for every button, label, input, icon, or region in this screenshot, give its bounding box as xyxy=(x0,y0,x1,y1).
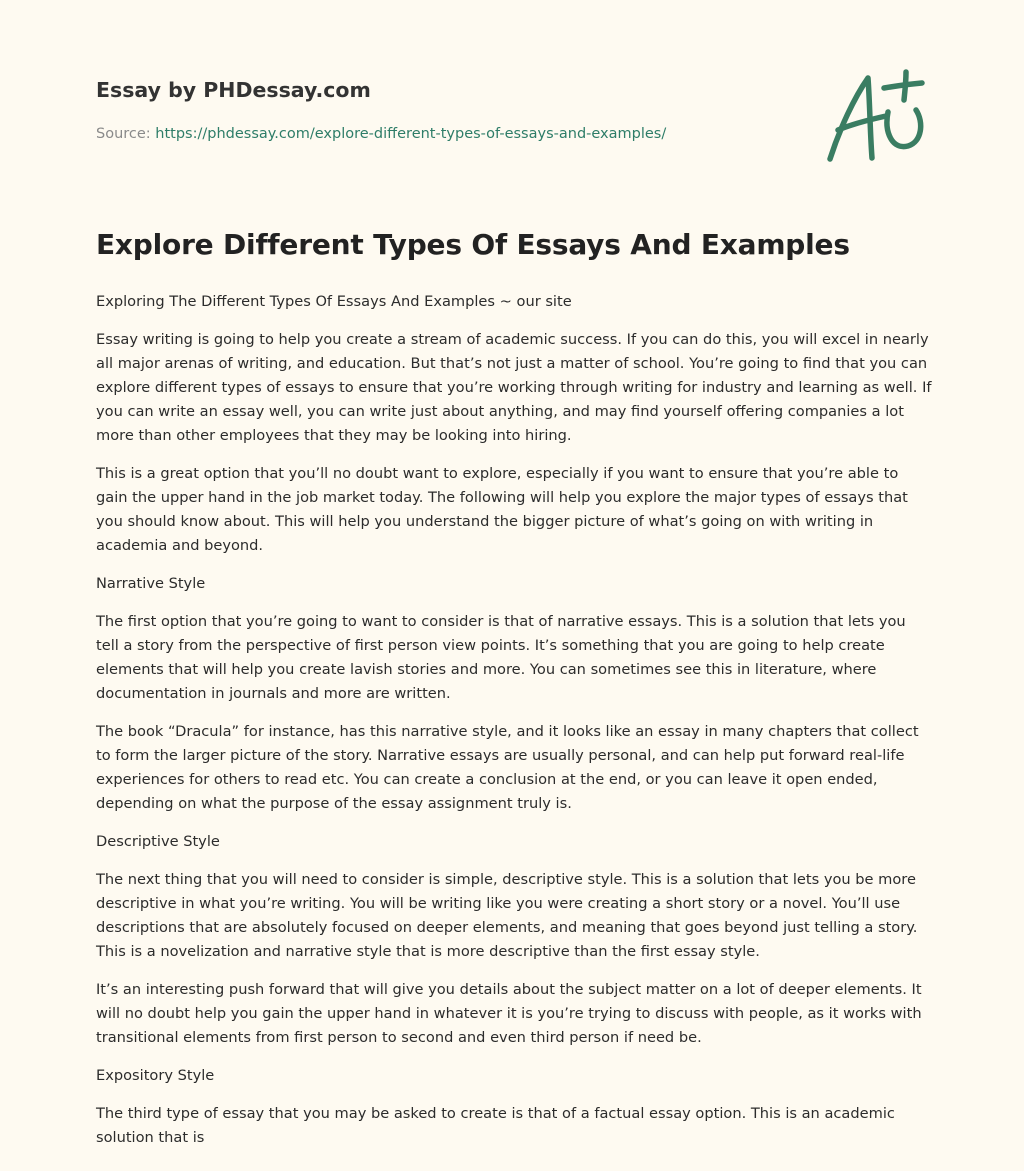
document-header xyxy=(96,76,796,144)
source-line xyxy=(96,124,796,144)
paragraph: The first option that you’re going to want to consider is that of narrative essays. This is a solution that lets you tell a story from the perspective of first person view points. It’s something that you are going to help create elements that will help you create lavish stories and more. You can sometimes see this in literature, where documentation in journals and more are written. xyxy=(96,613,906,702)
paragraph: This is a great option that you’ll no doubt want to explore, especially if you want to ensure that you’re able to gain the upper hand in the job market today. The following will help you explore the major types of essays that you should know about. This will help you understand the bigger picture of what’s going on with writing in academia and beyond. xyxy=(96,465,908,554)
section-heading-descriptive: Descriptive Style xyxy=(96,833,220,850)
source-link[interactable]: https://phdessay.com/explore-different-types-of-essays-and-examples/ xyxy=(155,126,667,142)
paragraph: Essay writing is going to help you create a stream of academic success. If you can do this, you will excel in nearly all major arenas of writing, and education. But that’s not just a matter of school. You’re going to find that you can explore different types of essays to ensure that you’re working through writing for industry and learning as well. If you can write an essay well, you can write just about anything, and may find yourself offering companies a lot more than other employees that they may be looking into hiring. xyxy=(96,331,932,444)
source-label: Source: xyxy=(96,126,151,142)
a-plus-logo-icon xyxy=(818,66,930,170)
site-title: Essay by PHDessay.com xyxy=(96,78,371,102)
essay-title: Explore Different Types Of Essays And Examples xyxy=(96,228,850,261)
essay-content xyxy=(96,222,932,1164)
essay-subtitle: Exploring The Different Types Of Essays And Examples ~ our site xyxy=(96,293,572,310)
paragraph: The next thing that you will need to consider is simple, descriptive style. This is a solution that lets you be more descriptive in what you’re writing. You will be writing like you were creating a short story or a novel. You’ll use descriptions that are absolutely focused on deeper elements, and meaning that goes beyond just telling a story. This is a novelization and narrative style that is more descriptive than the first essay style. xyxy=(96,871,918,960)
paragraph: It’s an interesting push forward that will give you details about the subject matter on a lot of deeper elements. It will no doubt help you gain the upper hand in whatever it is you’re trying to discuss with people, as it works with transitional elements from first person to second and even third person if need be. xyxy=(96,981,922,1046)
paragraph: The third type of essay that you may be asked to create is that of a factual essay option. This is an academic solution that is xyxy=(96,1105,895,1146)
section-heading-expository: Expository Style xyxy=(96,1067,215,1084)
section-heading-narrative: Narrative Style xyxy=(96,575,206,592)
paragraph: The book “Dracula” for instance, has this narrative style, and it looks like an essay in many chapters that collect to form the larger picture of the story. Narrative essays are usually personal, and can help put forward real-life experiences for others to read etc. You can create a conclusion at the end, or you can leave it open ended, depending on what the purpose of the essay assignment truly is. xyxy=(96,723,919,812)
